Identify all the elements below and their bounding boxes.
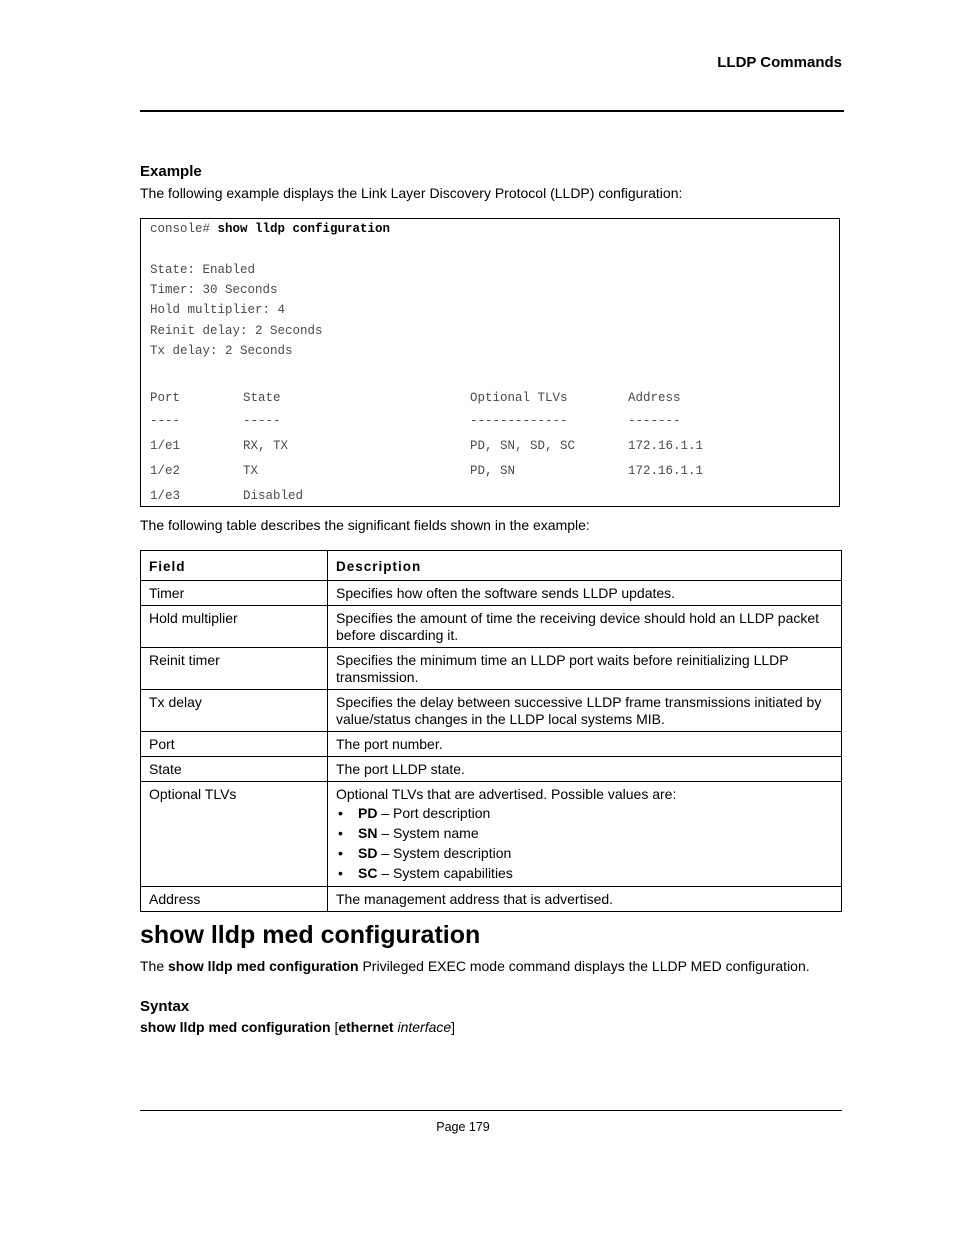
page-number: Page 179 [436, 1120, 490, 1134]
code-cell: 1/e3 [150, 489, 181, 503]
code-divider: ------- [628, 414, 681, 428]
code-col-header: Port [150, 391, 181, 405]
list-item [336, 803, 833, 823]
syntax-argument: interface [397, 1019, 452, 1035]
syntax-keyword: ethernet [338, 1019, 394, 1035]
table-header-row [141, 551, 842, 581]
desc-suffix: Privileged EXEC mode command displays the LLDP MED configuration. [358, 958, 810, 974]
code-col-header: Address [628, 391, 681, 405]
syntax-command: show lldp med configuration [140, 1019, 331, 1035]
code-divider: ------------- [470, 414, 568, 428]
code-cell: 172.16.1.1 [628, 439, 704, 453]
description-cell: The port number. [328, 732, 842, 757]
footer-rule [140, 1110, 842, 1111]
table-row [141, 648, 842, 690]
tlv-code: SC [358, 865, 378, 881]
table-row [141, 757, 842, 782]
example-heading: Example [140, 163, 202, 180]
code-col-header: State [243, 391, 281, 405]
code-cell: PD, SN, SD, SC [470, 439, 576, 453]
syntax-line [140, 1019, 455, 1035]
tlv-list [336, 803, 833, 883]
tlv-code: PD [358, 805, 378, 821]
code-line: Reinit delay: 2 Seconds [150, 324, 323, 338]
syntax-open: [ [330, 1019, 339, 1035]
table-row [141, 782, 842, 887]
tlv-text: – System capabilities [377, 865, 513, 881]
code-divider: ---- [150, 414, 181, 428]
code-line: State: Enabled [150, 263, 256, 277]
code-cell: Disabled [243, 489, 304, 503]
code-command: show lldp configuration [217, 222, 391, 236]
list-item [336, 863, 833, 883]
description-cell: Specifies the minimum time an LLDP port waits before reinitializing LLDP transmission. [328, 648, 842, 690]
table-row [141, 887, 842, 912]
syntax-close: ] [451, 1019, 456, 1035]
code-cell: 172.16.1.1 [628, 464, 704, 478]
field-cell: Reinit timer [141, 648, 328, 690]
fields-table [140, 550, 842, 912]
code-cell: 1/e2 [150, 464, 181, 478]
field-cell: Address [141, 887, 328, 912]
header-rule [140, 110, 844, 112]
code-example-box [140, 218, 840, 507]
description-cell: Specifies the amount of time the receiving device should hold an LLDP packet before discarding it. [328, 606, 842, 648]
tlv-text: – System name [377, 825, 479, 841]
code-line: Tx delay: 2 Seconds [150, 344, 293, 358]
running-header: LLDP Commands [717, 54, 842, 71]
description-text: Optional TLVs that are advertised. Possible values are: [336, 786, 677, 802]
section-title: show lldp med configuration [140, 921, 481, 949]
field-cell: Timer [141, 581, 328, 606]
code-line: Hold multiplier: 4 [150, 303, 286, 317]
code-divider: ----- [243, 414, 281, 428]
field-cell: Tx delay [141, 690, 328, 732]
code-cell: PD, SN [470, 464, 516, 478]
field-cell: Hold multiplier [141, 606, 328, 648]
code-line: Timer: 30 Seconds [150, 283, 278, 297]
table-row [141, 732, 842, 757]
code-prompt: console# [150, 222, 211, 236]
syntax-heading: Syntax [140, 998, 190, 1015]
tlv-code: SD [358, 845, 378, 861]
field-cell: Optional TLVs [141, 782, 328, 887]
col-header-description: Description [328, 551, 842, 581]
table-row [141, 581, 842, 606]
field-cell: Port [141, 732, 328, 757]
tlv-text: – Port description [377, 805, 491, 821]
list-item [336, 823, 833, 843]
code-cell: RX, TX [243, 439, 289, 453]
description-cell: Specifies how often the software sends LLDP updates. [328, 581, 842, 606]
code-cell: TX [243, 464, 259, 478]
list-item [336, 843, 833, 863]
table-intro: The following table describes the significant fields shown in the example: [140, 517, 590, 533]
table-row [141, 690, 842, 732]
code-col-header: Optional TLVs [470, 391, 568, 405]
code-cell: 1/e1 [150, 439, 181, 453]
section-description [140, 958, 810, 974]
tlv-text: – System description [377, 845, 512, 861]
tlv-code: SN [358, 825, 378, 841]
col-header-field: Field [141, 551, 328, 581]
description-cell: Specifies the delay between successive LLDP frame transmissions initiated by value/status changes in the LLDP local systems MIB. [328, 690, 842, 732]
description-cell: The management address that is advertised. [328, 887, 842, 912]
field-cell: State [141, 757, 328, 782]
code-command-line [150, 222, 390, 236]
desc-prefix: The [140, 958, 169, 974]
table-row [141, 606, 842, 648]
description-cell: The port LLDP state. [328, 757, 842, 782]
desc-command: show lldp med configuration [168, 958, 359, 974]
example-intro: The following example displays the Link Layer Discovery Protocol (LLDP) configuration: [140, 185, 683, 201]
description-cell [328, 782, 842, 887]
